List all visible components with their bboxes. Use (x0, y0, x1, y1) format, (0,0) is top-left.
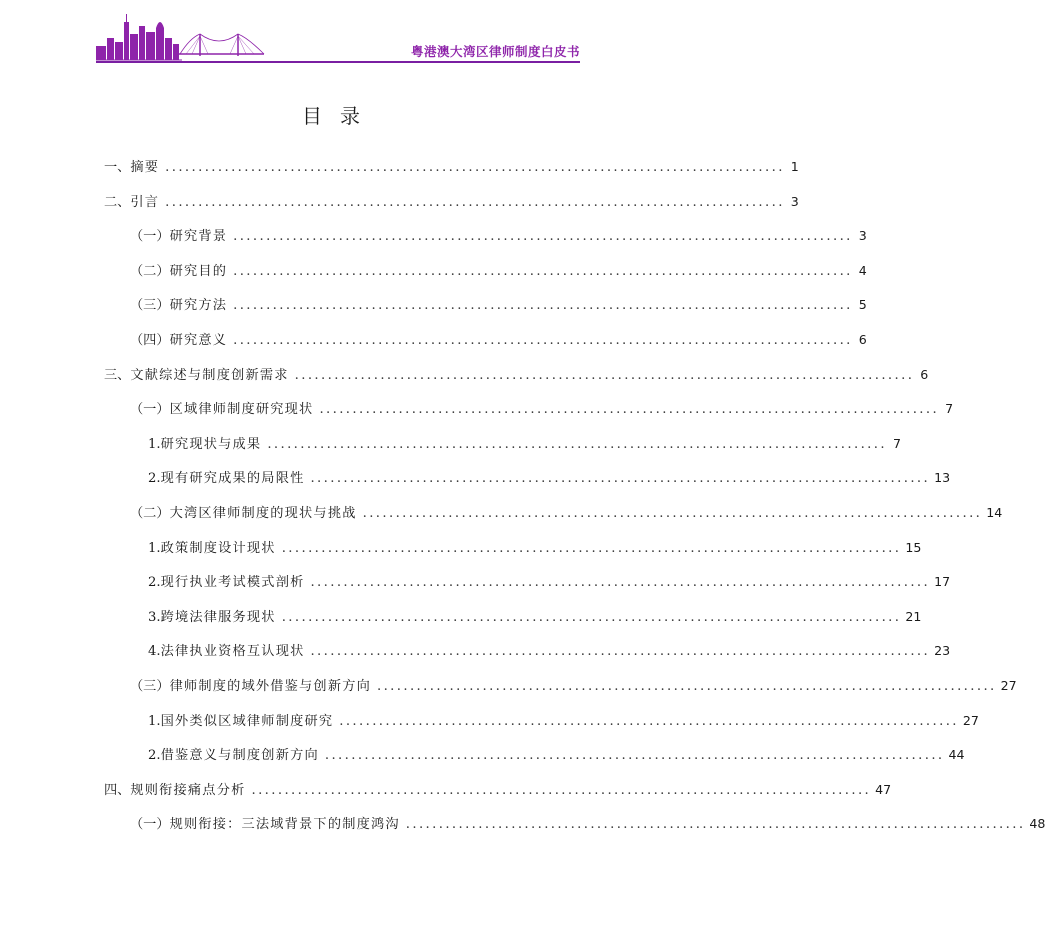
toc-entry-number: （二） (130, 264, 170, 279)
toc-entry-label: 引言 (130, 195, 160, 210)
toc-leader-dots: .............................................................................................. (362, 506, 983, 521)
toc-entry-number: 四、 (104, 783, 131, 798)
toc-entry-label: 政策制度设计现状 (160, 541, 276, 556)
toc-entry-page: 15 (905, 540, 922, 555)
header-title: 粤港澳大湾区律师制度白皮书 (410, 44, 580, 59)
toc-entry-label: 大湾区律师制度的现状与挑战 (169, 506, 357, 521)
toc-leader-dots: .............................................................................................. (405, 817, 1026, 832)
toc-entry-label: 现行执业考试模式剖析 (160, 575, 305, 590)
toc-entry[interactable] (130, 813, 1045, 833)
toc-entry-label: 律师制度的域外借鉴与创新方向 (169, 679, 371, 694)
toc-entry-number: 1. (148, 437, 161, 452)
toc-entry[interactable] (148, 467, 951, 487)
toc-entry-number: 2. (148, 748, 161, 763)
toc-entry-number: （三） (130, 679, 170, 694)
toc-entry-label: 规则衔接：三法域背景下的制度鸿沟 (169, 817, 400, 832)
toc-entry-page: 3 (790, 194, 799, 209)
header-divider (96, 61, 580, 63)
toc-leader-dots: .............................................................................................. (310, 575, 931, 590)
toc-entry-number: 一、 (104, 160, 131, 175)
toc-entry-page: 27 (962, 713, 979, 728)
toc-entry-page: 7 (892, 436, 901, 451)
toc-entry[interactable] (130, 329, 867, 349)
toc-entry[interactable] (148, 537, 922, 557)
toc-entry-number: （一） (130, 402, 170, 417)
toc-entry-label: 研究目的 (169, 264, 228, 279)
toc-entry-label: 区域律师制度研究现状 (169, 402, 314, 417)
toc-leader-dots: .............................................................................................. (377, 679, 997, 694)
toc-leader-dots: .............................................................................................. (310, 644, 931, 659)
toc-entry[interactable] (148, 640, 951, 660)
toc-entry[interactable] (130, 294, 867, 314)
toc-entry[interactable] (104, 364, 929, 384)
toc-entry-label: 文献综述与制度创新需求 (130, 368, 289, 383)
toc-leader-dots: .............................................................................................. (324, 748, 945, 763)
toc-entry-page: 47 (875, 782, 892, 797)
toc-entry[interactable] (104, 779, 892, 799)
toc-entry[interactable] (148, 744, 965, 764)
toc-entry-label: 法律执业资格互认现状 (160, 644, 305, 659)
toc-entry-label: 研究方法 (169, 298, 228, 313)
toc-leader-dots: .............................................................................................. (165, 160, 785, 175)
toc-leader-dots: .............................................................................................. (294, 368, 915, 383)
toc-entry-number: 2. (148, 471, 161, 486)
toc-entry[interactable] (130, 398, 954, 418)
toc-entry-label: 跨境法律服务现状 (160, 610, 276, 625)
toc-entry-number: 3. (148, 610, 161, 625)
toc-entry-number: 2. (148, 575, 161, 590)
toc-entry-label: 研究背景 (169, 229, 228, 244)
toc-entry-label: 规则衔接痛点分析 (130, 783, 246, 798)
toc-leader-dots: .............................................................................................. (233, 264, 853, 279)
toc-entry-number: 二、 (104, 195, 131, 210)
toc-leader-dots: .............................................................................................. (233, 229, 853, 244)
page-header (0, 0, 662, 64)
toc-entry-number: 1. (148, 714, 161, 729)
toc-entry[interactable] (104, 191, 799, 211)
toc-entry-page: 6 (858, 332, 867, 347)
toc-entry-number: （三） (130, 298, 170, 313)
toc-entry-number: 三、 (104, 368, 131, 383)
toc-leader-dots: .............................................................................................. (251, 783, 872, 798)
toc-entry-number: （一） (130, 229, 170, 244)
toc-entry-label: 借鉴意义与制度创新方向 (160, 748, 319, 763)
toc-leader-dots: .............................................................................................. (281, 610, 902, 625)
toc-entry[interactable] (148, 606, 922, 626)
toc-leader-dots: .............................................................................................. (233, 298, 853, 313)
toc-entry[interactable] (104, 156, 799, 176)
toc-entry-page: 27 (1000, 678, 1017, 693)
city-skyline-bridge-icon (96, 12, 266, 62)
toc-entry-number: （四） (130, 333, 170, 348)
toc-leader-dots: .............................................................................................. (233, 333, 853, 348)
toc-entry-page: 21 (905, 609, 922, 624)
toc-entry-page: 4 (858, 263, 867, 278)
toc-entry-number: 4. (148, 644, 161, 659)
toc-entry-page: 3 (858, 228, 867, 243)
toc-entry[interactable] (148, 710, 979, 730)
toc-entry[interactable] (130, 225, 867, 245)
toc-entry-page: 44 (948, 747, 965, 762)
toc-entry-number: （二） (130, 506, 170, 521)
toc-leader-dots: .............................................................................................. (165, 195, 785, 210)
toc-entry-number: 1. (148, 541, 161, 556)
toc-leader-dots: .............................................................................................. (319, 402, 940, 417)
toc-leader-dots: .............................................................................................. (281, 541, 902, 556)
toc-entry[interactable] (148, 571, 951, 591)
toc-entry[interactable] (130, 260, 867, 280)
toc-entry-page: 6 (920, 367, 929, 382)
toc-entry-page: 13 (934, 470, 951, 485)
toc-entry-page: 17 (934, 574, 951, 589)
toc-entry-label: 摘要 (130, 160, 160, 175)
toc-leader-dots: .............................................................................................. (310, 471, 931, 486)
toc-entry[interactable] (130, 502, 1003, 522)
toc-leader-dots: .............................................................................................. (339, 714, 959, 729)
toc-entry-label: 现有研究成果的局限性 (160, 471, 305, 486)
toc-entry-label: 研究现状与成果 (160, 437, 262, 452)
toc-entry[interactable] (130, 675, 1017, 695)
toc-entry-page: 1 (790, 159, 799, 174)
toc-leader-dots: .............................................................................................. (267, 437, 887, 452)
toc-entry-label: 研究意义 (169, 333, 228, 348)
toc-entry-page: 48 (1029, 816, 1045, 831)
toc-entry-page: 7 (945, 401, 954, 416)
toc-entry-page: 23 (934, 643, 951, 658)
toc-title: 目录 (302, 104, 378, 128)
toc-entry-page: 5 (858, 297, 867, 312)
toc-entry-label: 国外类似区域律师制度研究 (160, 714, 334, 729)
toc-entry-page: 14 (986, 505, 1003, 520)
toc-entry-number: （一） (130, 817, 170, 832)
toc-entry[interactable] (148, 433, 901, 453)
